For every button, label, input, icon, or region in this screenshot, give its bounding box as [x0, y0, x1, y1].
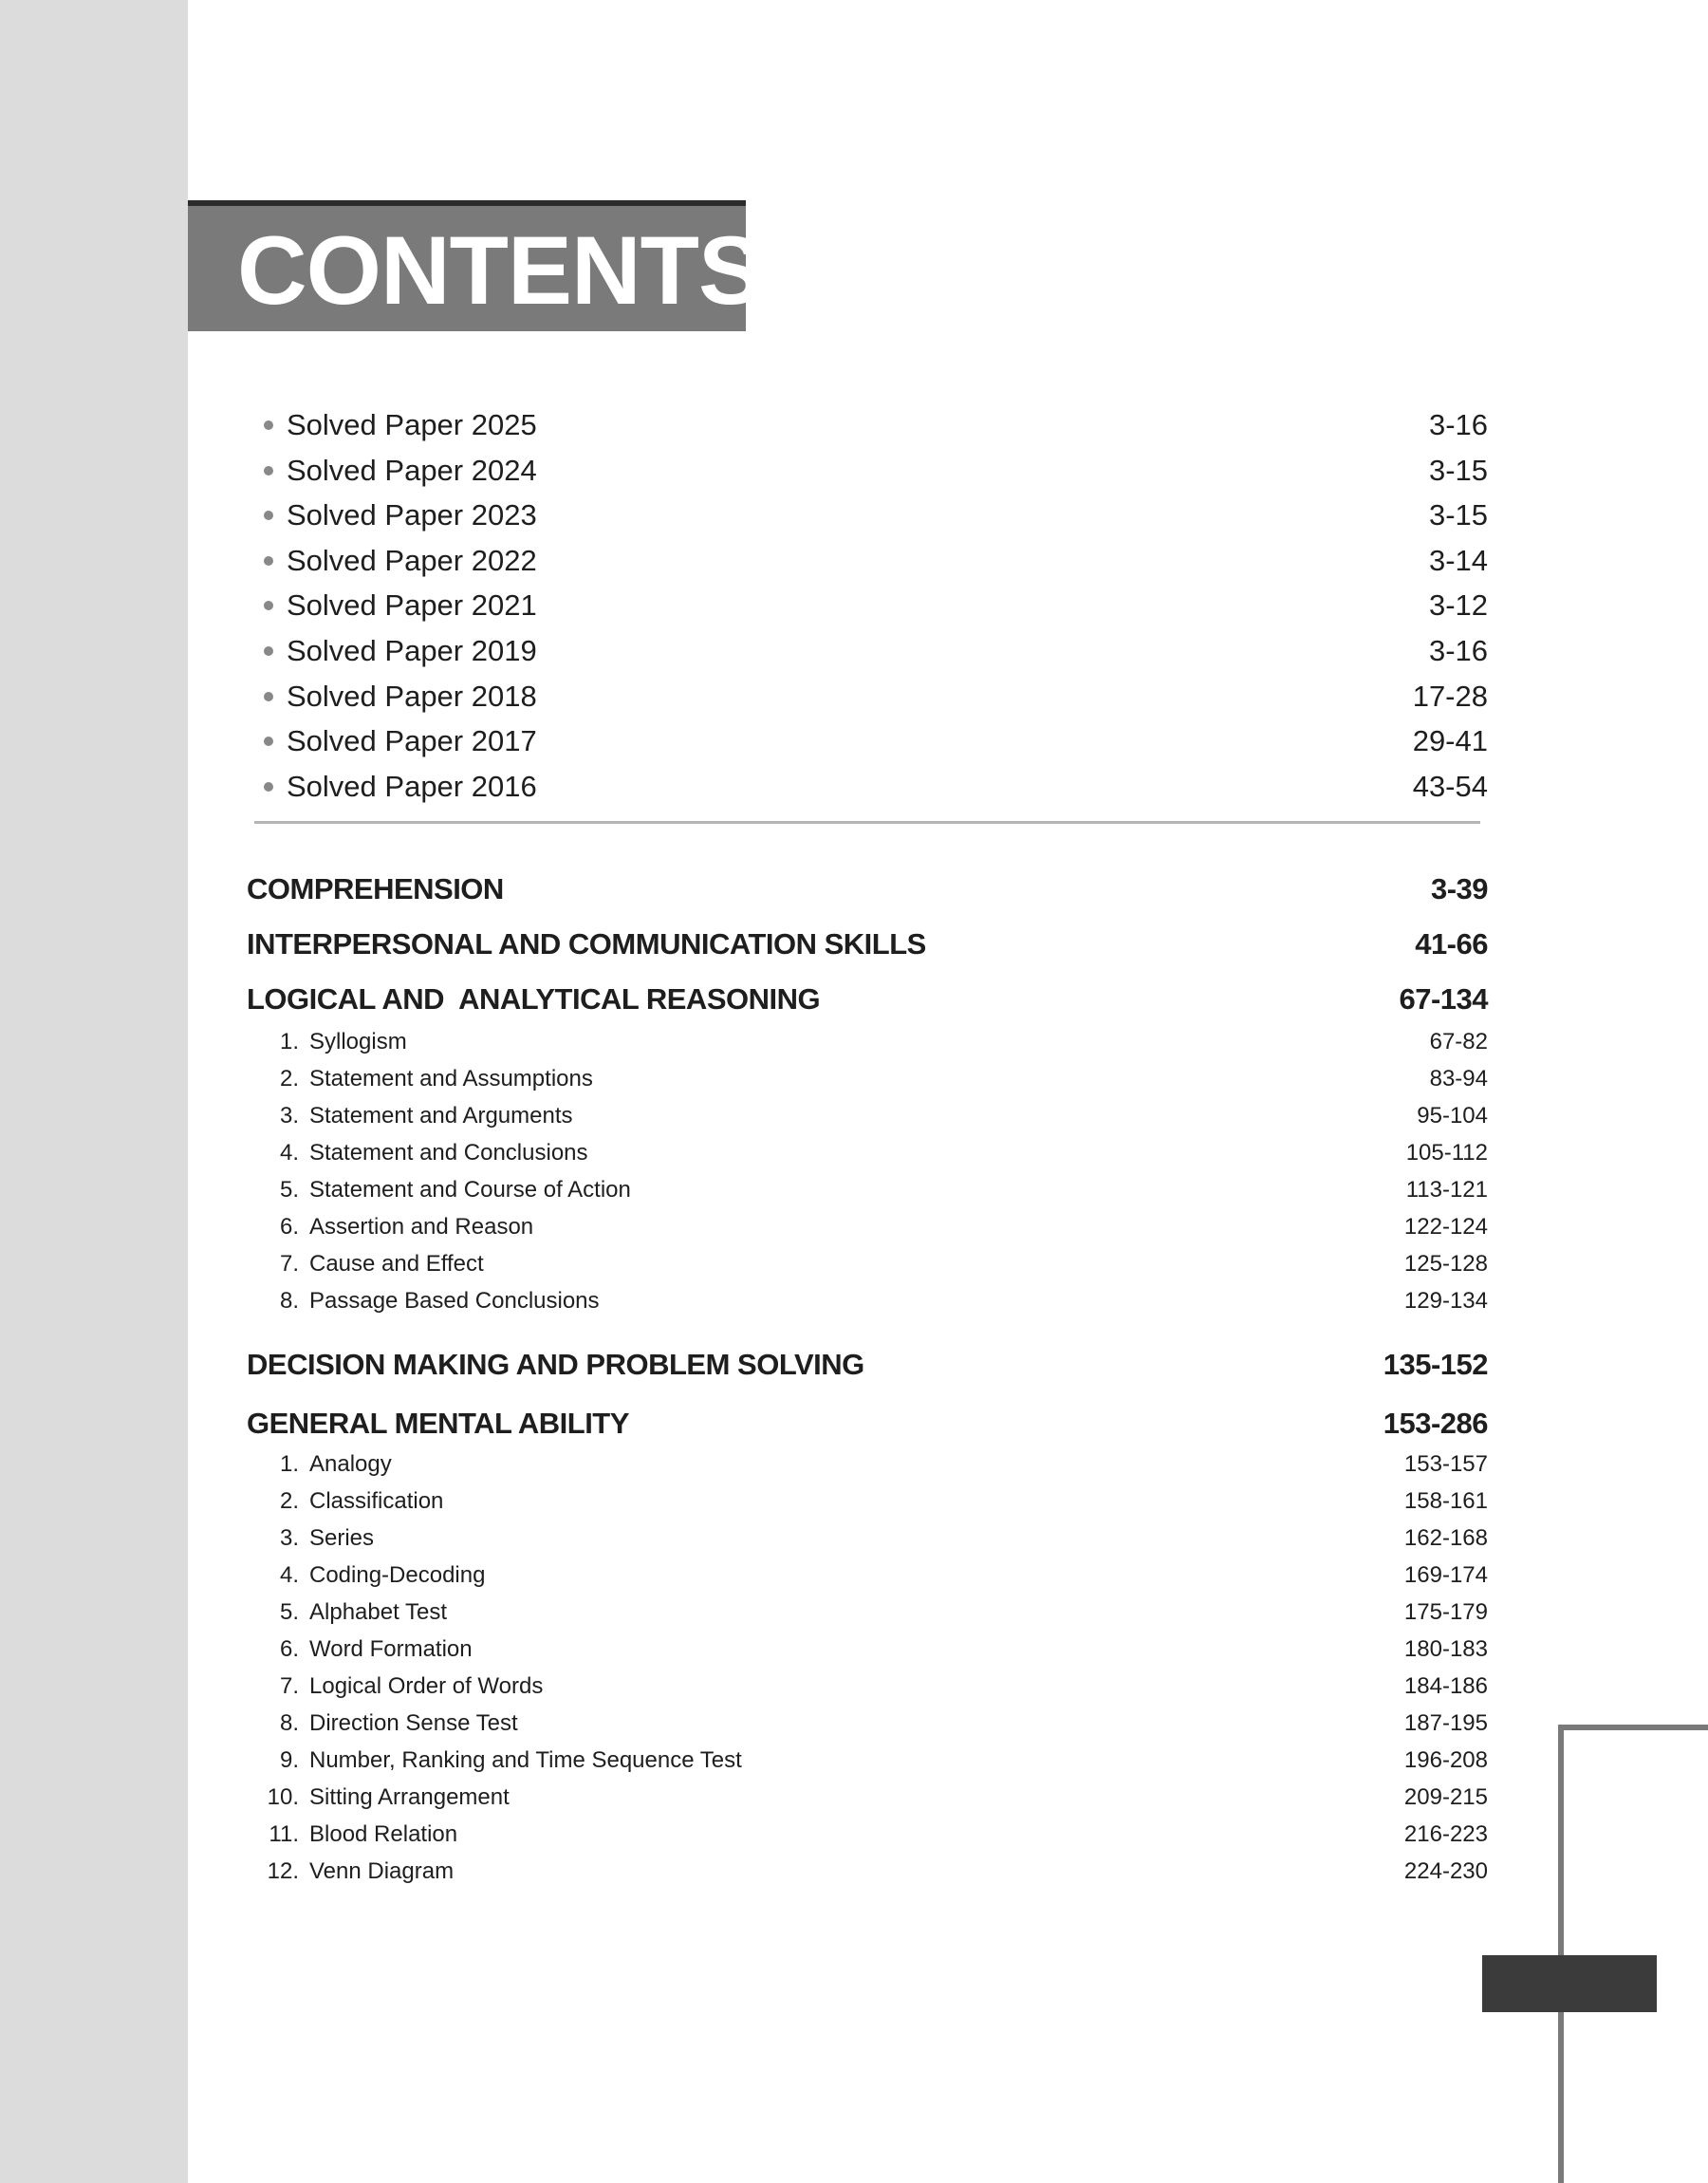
list-item[interactable]: 2. Statement and Assumptions 83-94: [279, 1066, 1488, 1092]
list-item[interactable]: Solved Paper 2017 29-41: [256, 718, 1488, 764]
list-item[interactable]: 8. Direction Sense Test 187-195: [279, 1710, 1488, 1736]
list-item[interactable]: 4. Coding-Decoding 169-174: [279, 1562, 1488, 1588]
page-tab: [1482, 1955, 1657, 2012]
list-item[interactable]: 6. Word Formation 180-183: [279, 1636, 1488, 1662]
list-item[interactable]: Solved Paper 2019 3-16: [256, 628, 1488, 674]
bullet-icon: [264, 466, 273, 476]
list-item[interactable]: 2. Classification 158-161: [279, 1488, 1488, 1514]
list-item[interactable]: 12. Venn Diagram 224-230: [267, 1858, 1488, 1884]
list-item[interactable]: 10. Sitting Arrangement 209-215: [267, 1784, 1488, 1810]
list-item[interactable]: Solved Paper 2022 3-14: [256, 538, 1488, 584]
bullet-icon: [264, 737, 273, 746]
list-item[interactable]: 3. Series 162-168: [279, 1525, 1488, 1551]
bullet-icon: [264, 692, 273, 701]
bullet-icon: [264, 782, 273, 792]
section-heading[interactable]: INTERPERSONAL AND COMMUNICATION SKILLS 41-66: [247, 927, 1488, 961]
list-item[interactable]: Solved Paper 2016 43-54: [256, 764, 1488, 810]
contents-title-box: [188, 200, 762, 331]
subtopic-list: [247, 1446, 1488, 1890]
list-item[interactable]: Solved Paper 2023 3-15: [256, 493, 1488, 538]
corner-line-horizontal: [1558, 1725, 1708, 1730]
bullet-icon: [264, 511, 273, 520]
list-item[interactable]: 7. Cause and Effect 125-128: [279, 1251, 1488, 1277]
list-item[interactable]: 5. Statement and Course of Action 113-121: [279, 1177, 1488, 1203]
list-item[interactable]: 1. Analogy 153-157: [279, 1451, 1488, 1477]
bullet-icon: [264, 420, 273, 430]
list-item[interactable]: 8. Passage Based Conclusions 129-134: [279, 1288, 1488, 1314]
solved-papers-list: [256, 402, 1488, 809]
page-title: CONTENTS: [237, 216, 762, 325]
list-item[interactable]: 7. Logical Order of Words 184-186: [279, 1673, 1488, 1699]
list-item[interactable]: Solved Paper 2024 3-15: [256, 448, 1488, 494]
side-strip: [0, 0, 188, 2183]
list-item[interactable]: 5. Alphabet Test 175-179: [279, 1599, 1488, 1625]
list-item[interactable]: 3. Statement and Arguments 95-104: [279, 1103, 1488, 1129]
bullet-icon: [264, 601, 273, 610]
section-heading[interactable]: GENERAL MENTAL ABILITY 153-286: [247, 1407, 1488, 1440]
corner-line-vertical: [1558, 1725, 1564, 2183]
list-item[interactable]: Solved Paper 2025 3-16: [256, 402, 1488, 448]
section-heading[interactable]: DECISION MAKING AND PROBLEM SOLVING 135-152: [247, 1348, 1488, 1381]
section-heading[interactable]: LOGICAL AND ANALYTICAL REASONING 67-134: [247, 982, 1488, 1016]
list-item[interactable]: 4. Statement and Conclusions 105-112: [279, 1140, 1488, 1166]
bullet-icon: [264, 556, 273, 566]
bullet-icon: [264, 646, 273, 656]
subtopic-list: [247, 1023, 1488, 1319]
list-item[interactable]: 1. Syllogism 67-82: [279, 1029, 1488, 1054]
list-item[interactable]: Solved Paper 2021 3-12: [256, 583, 1488, 628]
list-item[interactable]: Solved Paper 2018 17-28: [256, 674, 1488, 719]
divider: [254, 821, 1480, 824]
list-item[interactable]: 9. Number, Ranking and Time Sequence Test 196-208: [279, 1747, 1488, 1773]
section-heading[interactable]: COMPREHENSION 3-39: [247, 872, 1488, 905]
list-item[interactable]: 6. Assertion and Reason 122-124: [279, 1214, 1488, 1240]
list-item[interactable]: 11. Blood Relation 216-223: [269, 1821, 1488, 1847]
